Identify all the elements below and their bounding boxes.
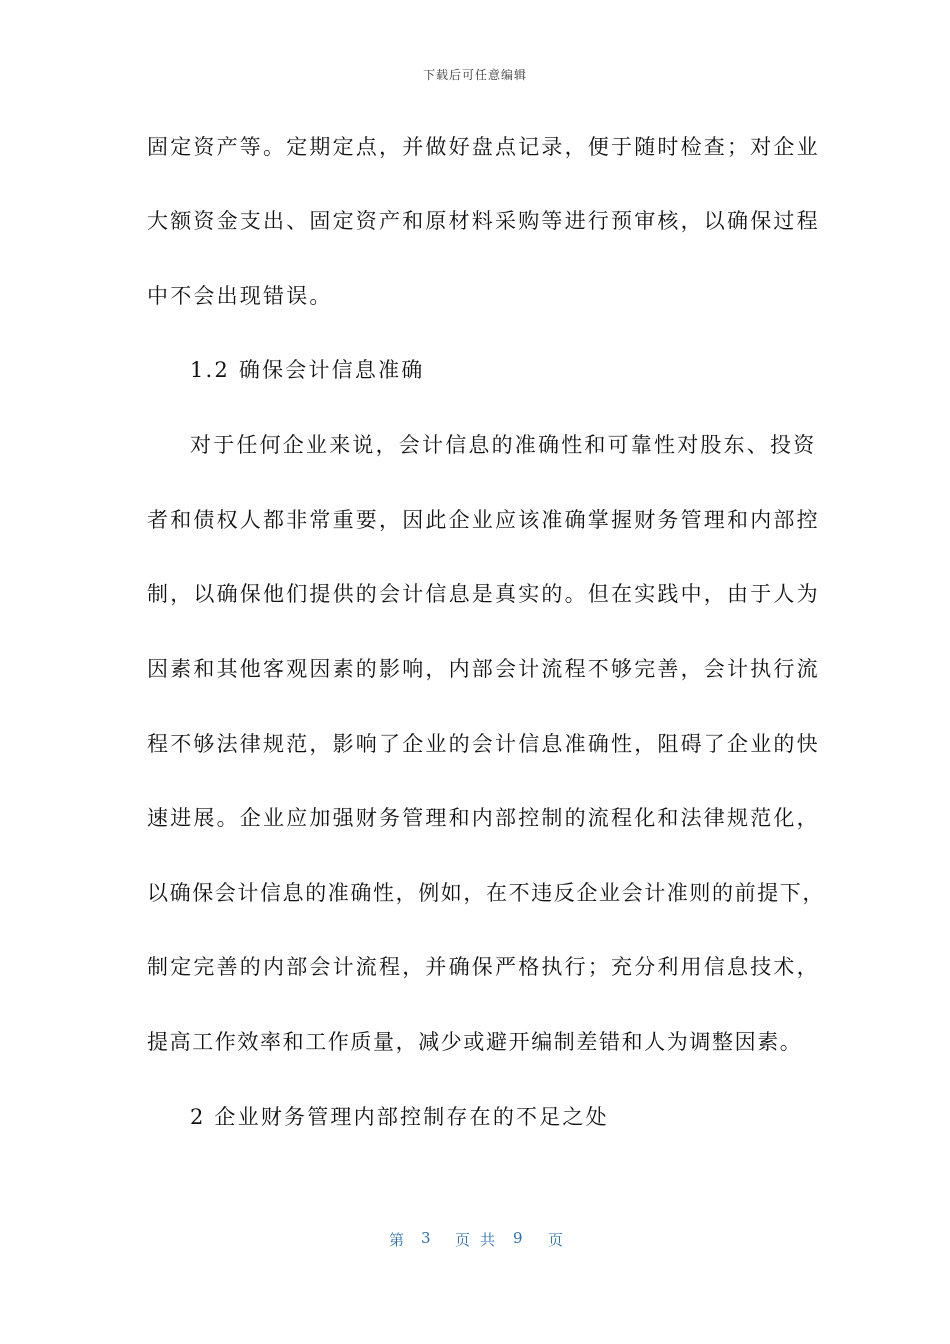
- total-pages-number: 9: [513, 1229, 523, 1247]
- current-page-number: 3: [421, 1229, 431, 1247]
- paragraph-line: 以确保会计信息的准确性，例如，在不违反企业会计准则的前提下，: [147, 881, 825, 905]
- paragraph-line: 制定完善的内部会计流程，并确保严格执行；充分利用信息技术，: [147, 955, 820, 979]
- section-heading: 1.2 确保会计信息准确: [190, 358, 425, 382]
- paragraph-line: 中不会出现错误。: [147, 284, 333, 308]
- paragraph-line: 提高工作效率和工作质量，减少或避开编制差错和人为调整因素。: [147, 1030, 803, 1054]
- paragraph-line: 者和债权人都非常重要，因此企业应该准确掌握财务管理和内部控: [147, 508, 820, 532]
- paragraph-line: 大额资金支出、固定资产和原材料采购等进行预审核，以确保过程: [147, 209, 820, 233]
- footer-mid: 页共: [455, 1231, 506, 1249]
- paragraph-line: 程不够法律规范，影响了企业的会计信息准确性，阻碍了企业的快: [147, 732, 820, 756]
- paragraph-line: 对于任何企业来说，会计信息的准确性和可靠性对股东、投资: [190, 433, 817, 457]
- section-heading: 2 企业财务管理内部控制存在的不足之处: [190, 1105, 609, 1129]
- footer-prefix: 第: [389, 1231, 405, 1249]
- paragraph-line: 因素和其他客观因素的影响，内部会计流程不够完善，会计执行流: [147, 657, 820, 681]
- footer-suffix: 页: [548, 1231, 564, 1249]
- header-note: 下载后可任意编辑: [422, 68, 527, 82]
- paragraph-line: 固定资产等。定期定点，并做好盘点记录，便于随时检查；对企业: [147, 135, 820, 159]
- paragraph-line: 速进展。企业应加强财务管理和内部控制的流程化和法律规范化，: [147, 806, 820, 830]
- paragraph-line: 制，以确保他们提供的会计信息是真实的。但在实践中，由于人为: [147, 582, 820, 606]
